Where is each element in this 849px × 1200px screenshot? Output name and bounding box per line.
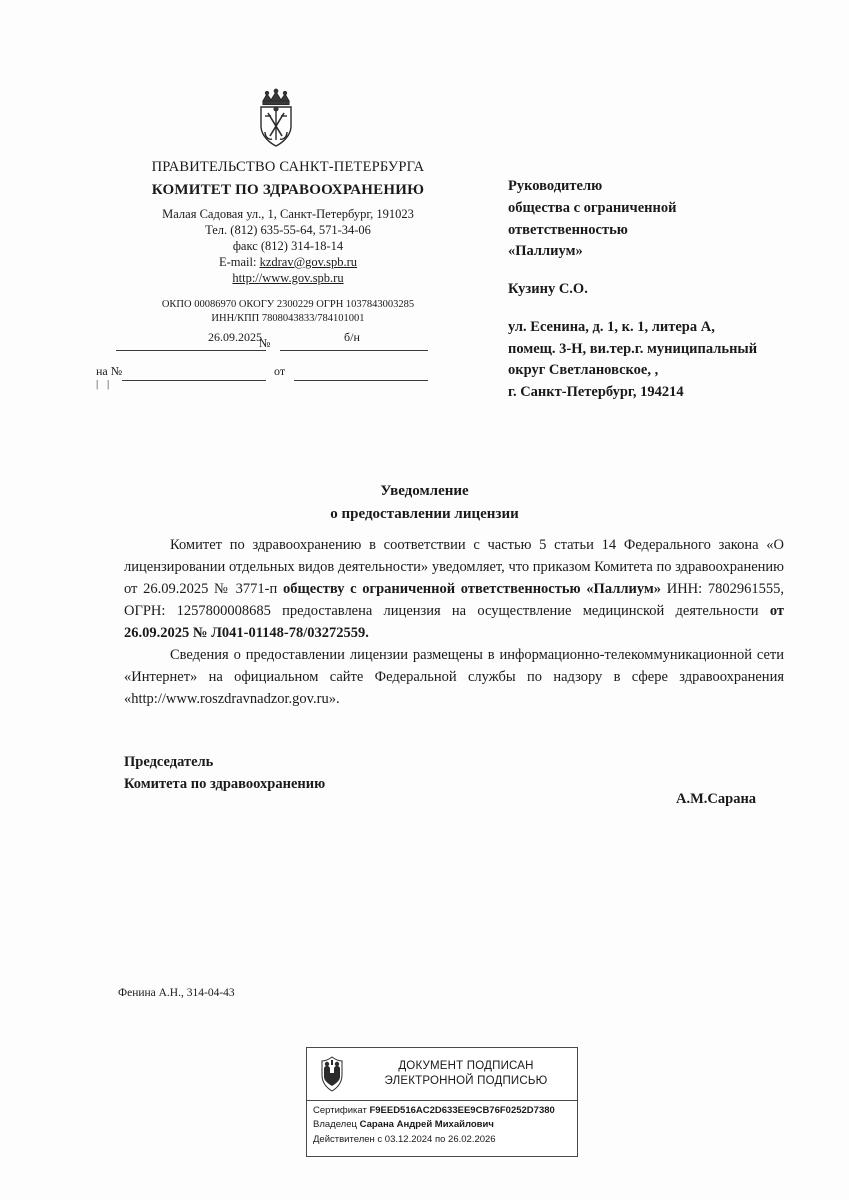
reference-reply-label: на №: [96, 364, 123, 378]
reference-date: 26.09.2025: [208, 330, 262, 344]
signature-position-line-1: Председатель: [124, 754, 214, 770]
signature-position-line-2: Комитета по здравоохранению: [124, 775, 326, 792]
stamp-owner: [313, 1118, 571, 1132]
reference-reply-rule: [122, 380, 266, 381]
reference-from-rule: [294, 380, 428, 381]
letterhead-codes-line1: ОКПО 00086970 ОКОГУ 2300229 ОГРН 1037843003285: [161, 298, 415, 310]
page-title-line-1: Уведомление: [380, 483, 469, 499]
letterhead-codes: [118, 298, 458, 326]
letterhead-email-link[interactable]: kzdrav@gov.spb.ru: [259, 254, 358, 269]
body-paragraph-2: Сведения о предоставлении лицензии размещены в информационно-телекоммуникационной сети «Интернет» на официальном сайте Федеральной службы по надзору в сфере здравоохранения «http://www.roszdravnadzor.gov.ru».: [124, 647, 784, 708]
letterhead-government: ПРАВИТЕЛЬСТВО САНКТ-ПЕТЕРБУРГА: [151, 159, 425, 175]
addressee-line-1: Руководителю: [508, 178, 603, 194]
reference-row-incoming: [96, 360, 456, 390]
letterhead-phone: Тел. (812) 635-55-64, 571-34-06: [205, 222, 371, 237]
executor-note: Фенина А.Н., 314-04-43: [118, 987, 235, 999]
stamp-owner-value: Сарана Андрей Михайлович: [359, 1119, 494, 1131]
addressee-line-9: г. Санкт-Петербург, 194214: [508, 384, 684, 400]
page-title-line-2: о предоставлении лицензии: [330, 506, 519, 523]
addressee-line-6: ул. Есенина, д. 1, к. 1, литера А,: [508, 318, 715, 335]
stamp-owner-label: Владелец: [313, 1119, 360, 1131]
letterhead: [118, 158, 458, 326]
stamp-certificate-label: Сертификат: [313, 1105, 370, 1116]
letterhead-codes-line2: ИНН/КПП 7808043833/784101001: [211, 312, 365, 324]
addressee-line-2: общества с ограниченной: [508, 199, 677, 216]
addressee-person: Кузину С.О.: [508, 281, 588, 297]
letterhead-fax: факс (812) 314-18-14: [232, 238, 344, 253]
stamp-certificate-value: F9EED516AC2D633EE9CB76F0252D7380: [369, 1105, 555, 1116]
letterhead-website-link[interactable]: http://www.gov.spb.ru: [232, 270, 344, 285]
body-p1-bold-org: обществу с ограниченной ответственностью «Паллиум»: [282, 581, 662, 598]
reference-number-rule: [280, 350, 428, 351]
addressee-line-8: округ Светлановское, ,: [508, 362, 659, 379]
reference-number-label: №: [259, 336, 271, 350]
stamp-validity: Действителен с 03.12.2024 по 26.02.2026: [313, 1133, 496, 1145]
stamp-title: [355, 1059, 577, 1089]
addressee-block: [508, 176, 808, 404]
signature-position: [124, 752, 325, 796]
document-body: [124, 534, 784, 710]
letterhead-address: Малая Садовая ул., 1, Санкт-Петербург, 191023: [162, 206, 414, 221]
reference-brackets: | |: [96, 378, 113, 390]
body-p1-part1: Комитет по здравоохранению в соответствии с частью 5 статьи 14 Федерального закона «О лицензировании отдельных видов деятельности» уведомляет, что приказом Комитета по здравоохранению от 26.09.2025 № 3771-п: [124, 537, 784, 598]
reference-row-outgoing: [96, 330, 456, 352]
addressee-line-4: «Паллиум»: [508, 243, 583, 260]
addressee-spacer-1: [508, 263, 808, 279]
signature-name: А.М.Сарана: [676, 791, 757, 807]
body-p1-bold-license: от 26.09.2025 № Л041-01148-78/03272559.: [124, 603, 784, 642]
saint-petersburg-coat-of-arms-icon: [246, 88, 306, 150]
letterhead-email-label: E-mail:: [218, 254, 260, 269]
body-p1-part2: ИНН: 7802961555, ОГРН: 1257800008685 предоставлена лицензия на осуществление медицинской деятельности: [124, 581, 784, 620]
reference-number-value: б/н: [344, 330, 360, 344]
stamp-title-line-1: ДОКУМЕНТ ПОДПИСАН: [398, 1060, 534, 1073]
addressee-line-3: ответственностью: [508, 221, 628, 238]
stamp-certificate: [313, 1104, 571, 1118]
letterhead-website-line: [118, 270, 458, 286]
stamp-details: [307, 1101, 577, 1147]
russian-federation-emblem-icon: [315, 1055, 349, 1093]
letterhead-email-line: [118, 254, 458, 270]
reference-block: [96, 330, 456, 390]
addressee-spacer-2: [508, 301, 808, 317]
stamp-title-line-2: ЭЛЕКТРОННОЙ ПОДПИСЬЮ: [384, 1075, 548, 1087]
body-paragraph-1: [124, 534, 784, 644]
addressee-line-7: помещ. 3-Н, ви.тер.г. муниципальный: [508, 340, 758, 357]
reference-date-rule: [116, 350, 266, 351]
page-title: [0, 480, 849, 527]
letterhead-committee: КОМИТЕТ ПО ЗДРАВООХРАНЕНИЮ: [151, 181, 425, 198]
reference-from-label: от: [274, 364, 286, 378]
electronic-signature-stamp: [306, 1047, 578, 1157]
stamp-header: [307, 1048, 577, 1100]
